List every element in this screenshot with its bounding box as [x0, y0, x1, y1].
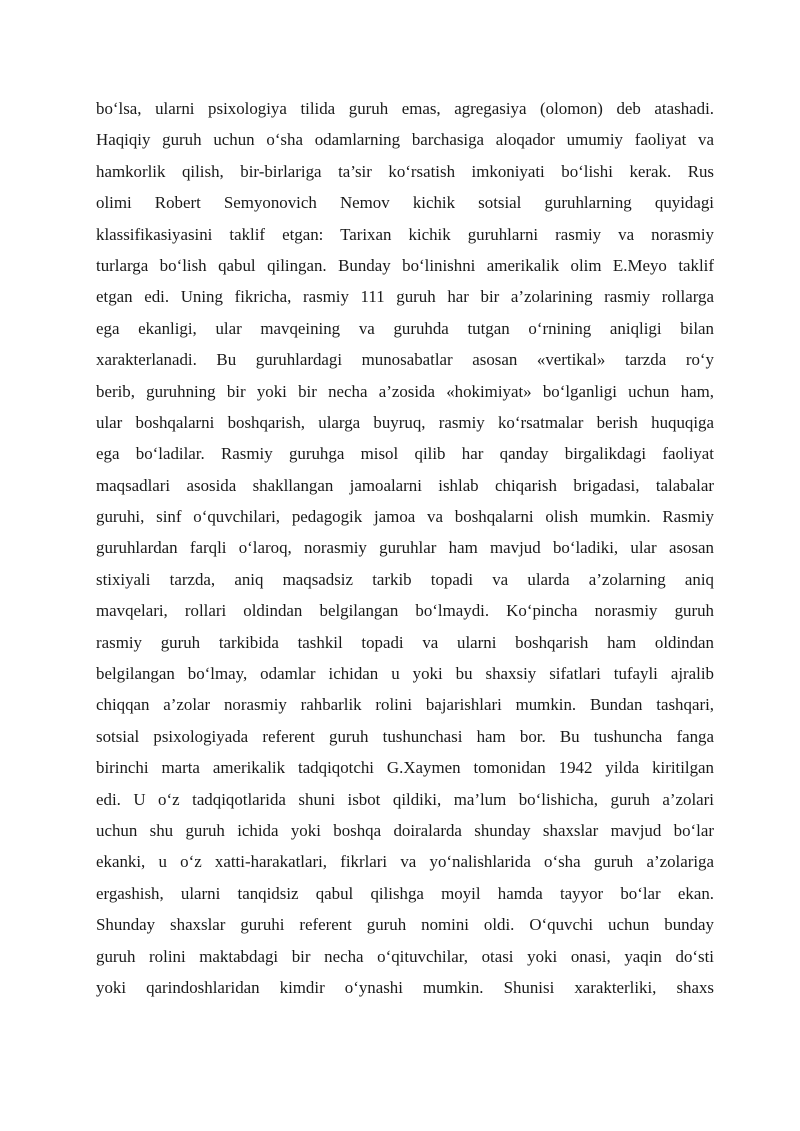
text-line: maqsadlari asosida shakllangan jamoalarni ishlab chiqarish brigadasi, talabalar	[96, 475, 714, 495]
text-line: turlarga bo‘lish qabul qilingan. Bunday bo‘linishni amerikalik olim E.Meyo taklif	[96, 255, 714, 275]
text-line: uchun shu guruh ichida yoki boshqa doiralarda shunday shaxslar mavjud bo‘lar	[96, 820, 714, 840]
text-line: yoki qarindoshlaridan kimdir o‘ynashi mumkin. Shunisi xarakterliki, shaxs	[96, 977, 714, 997]
text-line: berib, guruhning bir yoki bir necha a’zosida «hokimiyat» bo‘lganligi uchun ham,	[96, 381, 714, 401]
text-line: xarakterlanadi. Bu guruhlardagi munosabatlar asosan «vertikal» tarzda ro‘y	[96, 350, 714, 370]
text-line: etgan edi. Uning fikricha, rasmiy 111 guruh har bir a’zolarining rasmiy rollarga	[96, 287, 714, 307]
text-line: sotsial psixologiyada referent guruh tushunchasi ham bor. Bu tushuncha fanga	[96, 726, 714, 746]
text-line: ega ekanligi, ular mavqeining va guruhda tutgan o‘rnining aniqligi bilan	[96, 318, 714, 338]
text-line: guruhi, sinf o‘quvchilari, pedagogik jamoa va boshqalarni olish mumkin. Rasmiy	[96, 507, 714, 527]
text-line: birinchi marta amerikalik tadqiqotchi G.Xaymen tomonidan 1942 yilda kiritilgan	[96, 758, 714, 778]
text-line: stixiyali tarzda, aniq maqsadsiz tarkib topadi va ularda a’zolarning aniq	[96, 569, 714, 589]
text-line: Haqiqiy guruh uchun o‘sha odamlarning barchasiga aloqador umumiy faoliyat va	[96, 130, 714, 150]
text-line: mavqelari, rollari oldindan belgilangan bo‘lmaydi. Ko‘pincha norasmiy guruh	[96, 601, 714, 621]
text-line: ega bo‘ladilar. Rasmiy guruhga misol qilib har qanday birgalikdagi faoliyat	[96, 444, 714, 464]
text-line: chiqqan a’zolar norasmiy rahbarlik rolini bajarishlari mumkin. Bundan tashqari,	[96, 695, 714, 715]
text-line: ergashish, ularni tanqidsiz qabul qilishga moyil hamda tayyor bo‘lar ekan.	[96, 883, 714, 903]
text-line: ekanki, u o‘z xatti-harakatlari, fikrlari va yo‘nalishlarida o‘sha guruh a’zolariga	[96, 852, 714, 872]
body-text	[96, 93, 714, 1003]
text-line: olimi Robert Semyonovich Nemov kichik sotsial guruhlarning quyidagi	[96, 193, 714, 213]
text-line: rasmiy guruh tarkibida tashkil topadi va ularni boshqarish ham oldindan	[96, 632, 714, 652]
text-line: bo‘lsa, ularni psixologiya tilida guruh emas, agregasiya (olomon) deb atashadi.	[96, 99, 714, 118]
text-line: hamkorlik qilish, bir-birlariga ta’sir ko‘rsatish imkoniyati bo‘lishi kerak. Rus	[96, 161, 714, 181]
text-line: guruhlardan farqli o‘laroq, norasmiy guruhlar ham mavjud bo‘ladiki, ular asosan	[96, 538, 714, 558]
text-line: guruh rolini maktabdagi bir necha o‘qituvchilar, otasi yoki onasi, yaqin do‘sti	[96, 946, 714, 966]
text-line: klassifikasiyasini taklif etgan: Tarixan kichik guruhlarni rasmiy va norasmiy	[96, 224, 714, 244]
text-line: belgilangan bo‘lmay, odamlar ichidan u yoki bu shaxsiy sifatlari tufayli ajralib	[96, 664, 714, 684]
text-line: edi. U o‘z tadqiqotlarida shuni isbot qildiki, ma’lum bo‘lishicha, guruh a’zolari	[96, 789, 714, 809]
text-line: Shunday shaxslar guruhi referent guruh nomini oldi. O‘quvchi uchun bunday	[96, 915, 714, 935]
text-line: ular boshqalarni boshqarish, ularga buyruq, rasmiy ko‘rsatmalar berish huquqiga	[96, 412, 714, 432]
